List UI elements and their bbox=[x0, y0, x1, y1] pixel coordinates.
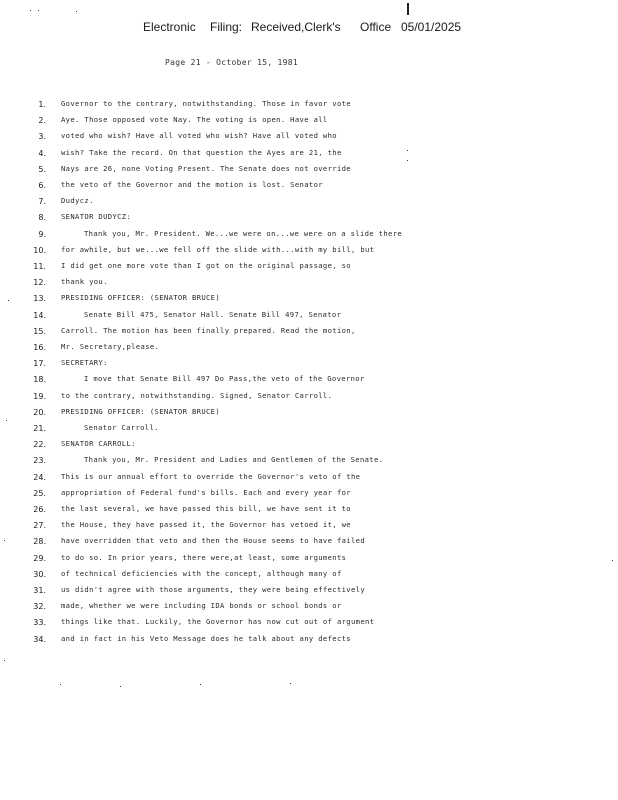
line-number: 24. bbox=[33, 472, 46, 482]
line-number: 10. bbox=[33, 245, 46, 255]
line-number: 21. bbox=[33, 424, 46, 433]
line-number: 8. bbox=[38, 213, 46, 223]
transcript-line: SECRETARY: bbox=[61, 358, 108, 368]
line-number: 30. bbox=[33, 569, 46, 579]
scan-speck bbox=[4, 540, 5, 541]
transcript-line: the last several, we have passed this bill, we have sent it to bbox=[61, 504, 351, 513]
transcript-line: of technical deficiencies with the concept, although many of bbox=[61, 568, 342, 578]
scan-speck bbox=[290, 683, 291, 684]
line-number: 2. bbox=[38, 116, 46, 126]
transcript-line: Governor to the contrary, notwithstanding. Those in favor vote bbox=[61, 99, 351, 108]
page-label: Page 21 - October 15, 1981 bbox=[165, 58, 299, 67]
transcript-line: I move that Senate Bill 497 Do Pass,the veto of the Governor bbox=[84, 374, 365, 384]
transcript-line: to the contrary, notwithstanding. Signed, Senator Carroll. bbox=[61, 390, 333, 400]
line-number: 3. bbox=[38, 132, 46, 142]
scan-speck bbox=[38, 10, 39, 11]
scan-speck bbox=[76, 11, 77, 12]
transcript-line: voted who wish? Have all voted who wish? Have all voted who bbox=[61, 131, 337, 141]
stamp-office: Office bbox=[360, 20, 392, 34]
stamp-electronic: Electronic bbox=[143, 20, 196, 34]
line-number: 25. bbox=[33, 488, 46, 498]
line-number: 14. bbox=[33, 310, 46, 320]
scan-speck bbox=[30, 10, 31, 11]
scan-speck bbox=[200, 684, 201, 685]
transcript-line: Senate Bill 475, Senator Hall. Senate Bill 497, Senator bbox=[84, 309, 342, 319]
transcript-line: SENATOR CARROLL: bbox=[61, 439, 136, 449]
scan-mark bbox=[407, 3, 409, 15]
line-number: 20. bbox=[33, 407, 46, 417]
line-number: 7. bbox=[38, 197, 46, 207]
line-number: 1. bbox=[38, 100, 46, 109]
line-number: 6. bbox=[38, 181, 46, 190]
line-number: 29. bbox=[33, 553, 46, 563]
line-number: 5. bbox=[38, 164, 46, 174]
line-number: 23. bbox=[33, 456, 46, 466]
line-number: 28. bbox=[33, 537, 46, 547]
stamp-received: Received,Clerk's bbox=[251, 20, 341, 34]
transcript-line: the veto of the Governor and the motion is lost. Senator bbox=[61, 180, 323, 189]
transcript-line: PRESIDING OFFICER: (SENATOR BRUCE) bbox=[61, 406, 221, 416]
transcript-line: Dudycz. bbox=[61, 196, 94, 206]
transcript-line: the House, they have passed it, the Governor has vetoed it, we bbox=[61, 520, 351, 530]
stamp-filing: Filing: bbox=[210, 20, 243, 34]
line-number: 27. bbox=[33, 521, 46, 531]
line-number: 12. bbox=[33, 278, 46, 288]
line-number: 22. bbox=[33, 440, 46, 450]
transcript-line: for awhile, but we...we fell off the slide with...with my bill, but bbox=[61, 244, 375, 254]
transcript-line: Nays are 26, none Voting Present. The Senate does not override bbox=[61, 163, 351, 173]
line-number: 13. bbox=[33, 294, 46, 304]
transcript-line: PRESIDING OFFICER: (SENATOR BRUCE) bbox=[61, 293, 221, 303]
line-number: 18. bbox=[33, 375, 46, 385]
transcript-line: Carroll. The motion has been finally prepared. Read the motion, bbox=[61, 325, 356, 335]
transcript-line: Senator Carroll. bbox=[84, 423, 159, 432]
scan-speck bbox=[407, 160, 408, 161]
filing-stamp-header bbox=[0, 20, 618, 38]
transcript-line: have overridden that veto and then the House seems to have failed bbox=[61, 536, 366, 546]
scan-speck bbox=[4, 660, 5, 661]
line-number: 19. bbox=[33, 391, 46, 401]
line-number: 11. bbox=[33, 262, 46, 271]
line-number: 32. bbox=[33, 602, 46, 612]
line-number: 15. bbox=[33, 326, 46, 336]
stamp-date: 05/01/2025 bbox=[401, 20, 462, 34]
transcript-line: appropriation of Federal fund's bills. Each and every year for bbox=[61, 487, 351, 497]
line-number: 16. bbox=[33, 343, 46, 352]
transcript-line: Aye. Those opposed vote Nay. The voting is open. Have all bbox=[61, 115, 328, 125]
scan-speck bbox=[612, 560, 613, 561]
transcript-line: I did get one more vote than I got on the original passage, so bbox=[61, 261, 351, 270]
transcript-line: thank you. bbox=[61, 277, 108, 287]
line-number: 33. bbox=[33, 618, 46, 628]
transcript-line: Mr. Secretary,please. bbox=[61, 342, 160, 351]
scan-speck bbox=[60, 684, 61, 685]
line-number: 9. bbox=[38, 229, 46, 239]
transcript-line: SENATOR DUDYCZ: bbox=[61, 212, 132, 222]
scan-speck bbox=[6, 420, 7, 421]
transcript-line: us didn't agree with those arguments, they were being effectively bbox=[61, 585, 366, 594]
line-number: 4. bbox=[38, 148, 46, 158]
line-number: 31. bbox=[33, 586, 46, 595]
transcript-line: to do so. In prior years, there were,at least, some arguments bbox=[61, 552, 347, 562]
transcript-line: things like that. Luckily, the Governor has now cut out of argument bbox=[61, 617, 375, 627]
scan-speck bbox=[8, 300, 9, 301]
transcript-line: and in fact in his Veto Message does he talk about any defects bbox=[61, 633, 351, 643]
scan-speck bbox=[120, 686, 121, 687]
transcript-line: made, whether we were including IDA bonds or school bonds or bbox=[61, 601, 342, 611]
transcript-line: Thank you, Mr. President. We...we were on...we were on a slide there bbox=[84, 228, 403, 238]
transcript-line: This is our annual effort to override the Governor's veto of the bbox=[61, 471, 361, 481]
line-number: 26. bbox=[33, 505, 46, 514]
transcript-line: wish? Take the record. On that question the Ayes are 21, the bbox=[61, 147, 342, 157]
line-number: 34. bbox=[33, 634, 46, 644]
scan-speck bbox=[407, 150, 408, 151]
transcript-line: Thank you, Mr. President and Ladies and Gentlemen of the Senate. bbox=[84, 455, 384, 465]
line-number: 17. bbox=[33, 359, 46, 369]
